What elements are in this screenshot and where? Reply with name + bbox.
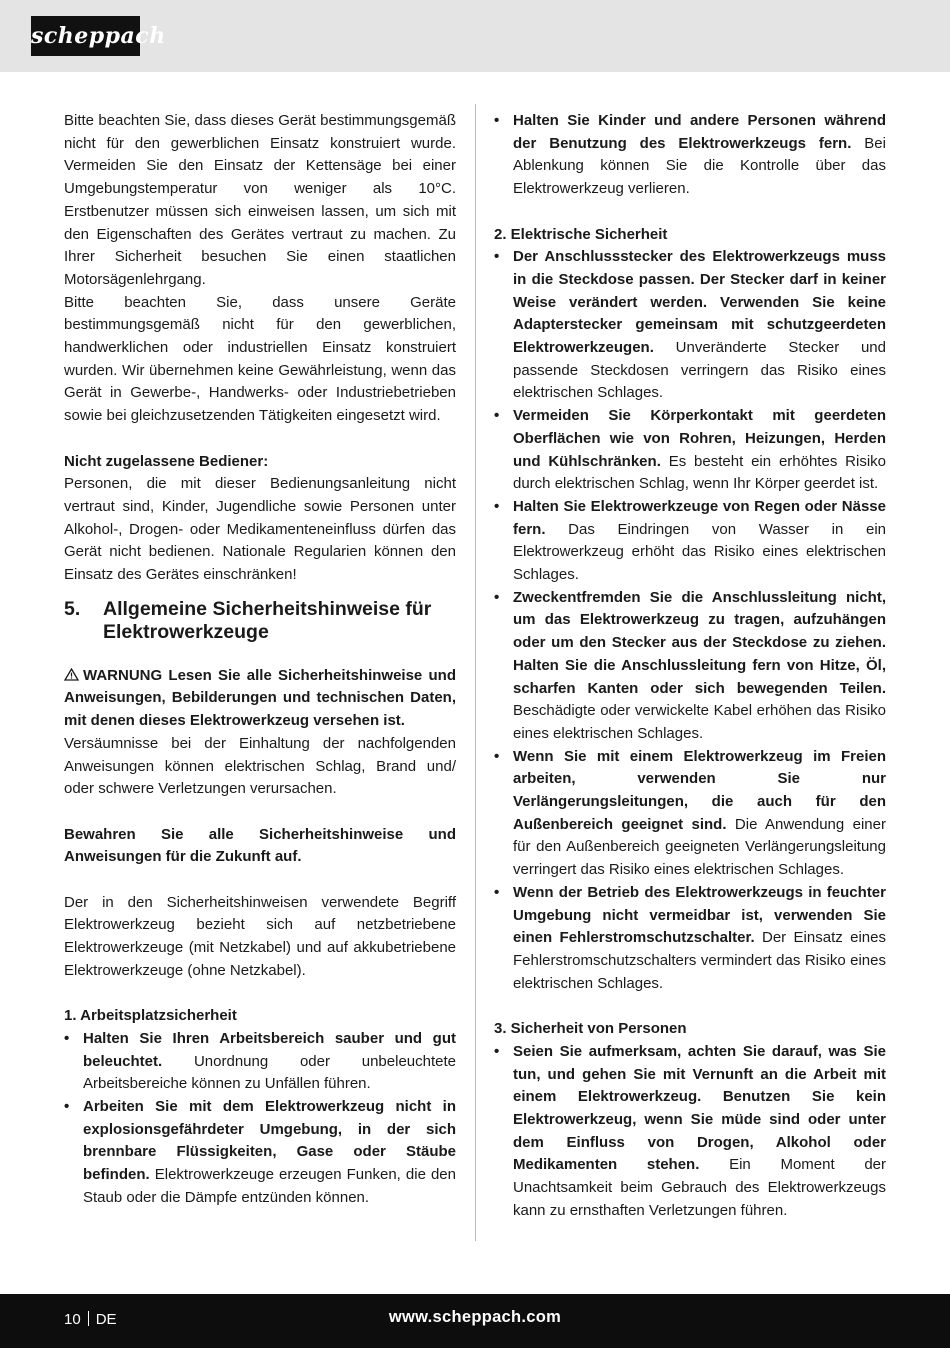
bullet-bold: Halten Sie Ihren Arbeitsbereich sauber und gut beleuchtet.: [83, 1029, 456, 1070]
bullet-bold: Halten Sie Kinder und andere Personen während der Benutzung des Elektrowerkzeugs fern.: [513, 112, 886, 152]
bullet-bold: Zweckentfremden Sie die Anschlussleitung nicht, um das Elektrowerkzeug zu tragen, aufzuhängen oder um den Stecker aus der Steckdose zu ziehen. Halten Sie die Anschlussleitung fern von Hitze, Öl, scharfen Kanten oder sich bewegenden Teilen.: [513, 588, 886, 697]
page-number: 10: [64, 1311, 81, 1328]
intro-paragraph-2: Bitte beachten Sie, dass unsere Geräte bestimmungsgemäß nicht für den gewerblichen, handwerklichen oder industriellen Einsatz konstruiert wurden. Wir übernehmen keine Gewährleistung, wenn das Gerät in Gewerbe-, Handwerks- oder Industriebetrieben sowie bei gleichzusetzenden Tätigkeiten eingesetzt wird.: [64, 293, 456, 425]
footer-band: [0, 1294, 950, 1348]
operators-text: Personen, die mit dieser Bedienungsanleitung nicht vertraut sind, Kinder, Jugendliche sowie Personen unter Alkohol-, Drogen- oder Medikamenteneinfluss dürfen das Gerät nicht bedienen. Nationale Regularien können den Einsatz des Gerätes einschränken!: [64, 475, 456, 584]
warning-text: Versäumnisse bei der Einhaltung der nachfolgenden Anweisungen können elektrischen Schlag, Brand und/ oder schwere Verletzungen verursachen.: [64, 734, 456, 798]
bullet-text: Es besteht ein erhöhtes Risiko durch elektrischen Schlag, wenn Ihr Körper geerdet ist.: [513, 452, 886, 493]
term-definition: Der in den Sicherheitshinweisen verwendete Begriff Elektrowerkzeug bezieht sich auf netzbetriebene Elektrowerkzeuge (mit Netzkabel) und auf akkubetriebene Elektrowerkzeuge (ohne Netzkabel).: [64, 893, 456, 979]
bullet-text: Unordnung oder unbeleuchtete Arbeitsbereiche können zu Unfällen führen.: [83, 1052, 456, 1093]
bullet-icon: •: [494, 497, 500, 515]
list-item: [494, 746, 886, 882]
section-heading: [64, 598, 456, 644]
column-divider: [475, 104, 476, 1241]
bullet-icon: •: [494, 407, 500, 425]
subsection-2-title: 2. Elektrische Sicherheit: [494, 225, 668, 243]
operators-title: Nicht zugelassene Bediener:: [64, 452, 269, 470]
bullet-bold: Halten Sie Elektrowerkzeuge von Regen oder Nässe fern.: [513, 497, 886, 538]
left-column: [64, 110, 456, 1210]
bullet-bold: Wenn Sie mit einem Elektrowerkzeug im Freien arbeiten, verwenden Sie nur Verlängerungsleitungen, die auch für den Außenbereich geeignet sind.: [513, 747, 886, 833]
bullet-icon: •: [494, 248, 500, 266]
bullet-bold: Vermeiden Sie Körperkontakt mit geerdeten Oberflächen wie von Rohren, Heizungen, Herden und Kühlschränken.: [513, 407, 886, 470]
warning-block: [64, 665, 456, 733]
bullet-text: Elektrowerkzeuge erzeugen Funken, die den Staub oder die Dämpfe entzünden können.: [83, 1166, 456, 1206]
language-code: DE: [95, 1311, 117, 1328]
bullet-text: Unveränderte Stecker und passende Steckdosen verringern das Risiko eines elektrischen Schlages.: [513, 339, 886, 402]
bullet-icon: •: [494, 588, 500, 606]
bullet-icon: •: [494, 883, 500, 901]
bullet-text: Beschädigte oder verwickelte Kabel erhöhen das Risiko eines elektrischen Schlages.: [513, 702, 886, 742]
warning-triangle-icon: [64, 668, 79, 681]
bullet-bold: Wenn der Betrieb des Elektrowerkzeugs in feuchter Umgebung nicht vermeidbar ist, verwenden Sie einen Fehlerstromschutzschalter.: [513, 883, 886, 947]
bullet-text: Die Anwendung einer für den Außenbereich geeigneten Verlängerungsleitung verringert das Risiko eines elektrischen Schlages.: [513, 815, 886, 879]
website-link[interactable]: www.scheppach.com: [388, 1308, 562, 1326]
list-item: [64, 1096, 456, 1210]
subsection-1-title: 1. Arbeitsplatzsicherheit: [64, 1007, 237, 1025]
bullet-bold: Seien Sie aufmerksam, achten Sie darauf, was Sie tun, und gehen Sie mit Vernunft an die Arbeit mit einem Elektrowerkzeug. Benutzen Sie kein Elektrowerkzeug, wenn Sie müde sind oder unter dem Einfluss von Drogen, Alkohol oder Medikamenten stehen.: [513, 1042, 886, 1174]
list-item: [64, 1028, 456, 1096]
keep-instructions: Bewahren Sie alle Sicherheitshinweise und Anweisungen für die Zukunft auf.: [64, 825, 456, 866]
bullet-text: Das Eindringen von Wasser in ein Elektrowerkzeug erhöht das Risiko eines elektrischen Schlages.: [513, 520, 886, 584]
section-title: Allgemeine Sicherheitshinweise für Elektrowerkzeuge: [103, 597, 432, 643]
warning-bold-text: WARNUNG Lesen Sie alle Sicherheitshinweise und Anweisungen, Bebilderungen und technischen Daten, mit denen dieses Elektrowerkzeug versehen ist.: [64, 666, 456, 730]
list-item: [494, 110, 886, 201]
bullet-icon: •: [494, 112, 500, 129]
bullet-icon: •: [494, 1042, 500, 1060]
section-number: 5.: [64, 597, 81, 620]
bullet-bold: Arbeiten Sie mit dem Elektrowerkzeug nicht in explosionsgefährdeter Umgebung, in der sich brennbare Flüssigkeiten, Gase oder Stäube befinden.: [83, 1098, 456, 1184]
bullet-text: Bei Ablenkung können Sie die Kontrolle über das Elektrowerkzeug verlieren.: [513, 134, 886, 198]
bullet-icon: •: [494, 747, 500, 765]
list-item: [494, 882, 886, 996]
bullet-bold: Der Anschlussstecker des Elektrowerkzeugs muss in die Steckdose passen. Der Stecker darf in keiner Weise verändert werden. Verwenden Sie keine Adapterstecker gemeinsam mit schutzgeerdeten Elektrowerkzeugen.: [513, 248, 886, 357]
list-item: [494, 405, 886, 496]
header-band: [0, 0, 950, 72]
bullet-icon: •: [64, 1029, 70, 1047]
subsection-3-title: 3. Sicherheit von Personen: [494, 1020, 687, 1038]
bullet-icon: •: [64, 1098, 70, 1116]
bullet-text: Ein Moment der Unachtsamkeit beim Gebrauch des Elektrowerkzeugs kann zu ernsthaften Verletzungen führen.: [513, 1156, 886, 1219]
scheppach-logo: scheppach: [31, 16, 140, 56]
right-column: [494, 110, 886, 1222]
list-item: [494, 587, 886, 746]
bullet-text: Der Einsatz eines Fehlerstromschutzschalters vermindert das Risiko eines elektrischen Schlages.: [513, 929, 886, 992]
list-item: [494, 246, 886, 405]
list-item: [494, 496, 886, 587]
list-item: [494, 1041, 886, 1223]
intro-paragraph-1: Bitte beachten Sie, dass dieses Gerät bestimmungsgemäß nicht für den gewerblichen Einsatz konstruiert wurde. Vermeiden Sie den Einsatz der Kettensäge bei einer Umgebungstemperatur von weniger als 10°C. Erstbenutzer müssen sich einweisen lassen, um sich mit den Eigenschaften des Gerätes vertraut zu machen. Zu Ihrer Sicherheit besuchen Sie einen staatlichen Motorsägenlehrgang.: [64, 112, 456, 288]
